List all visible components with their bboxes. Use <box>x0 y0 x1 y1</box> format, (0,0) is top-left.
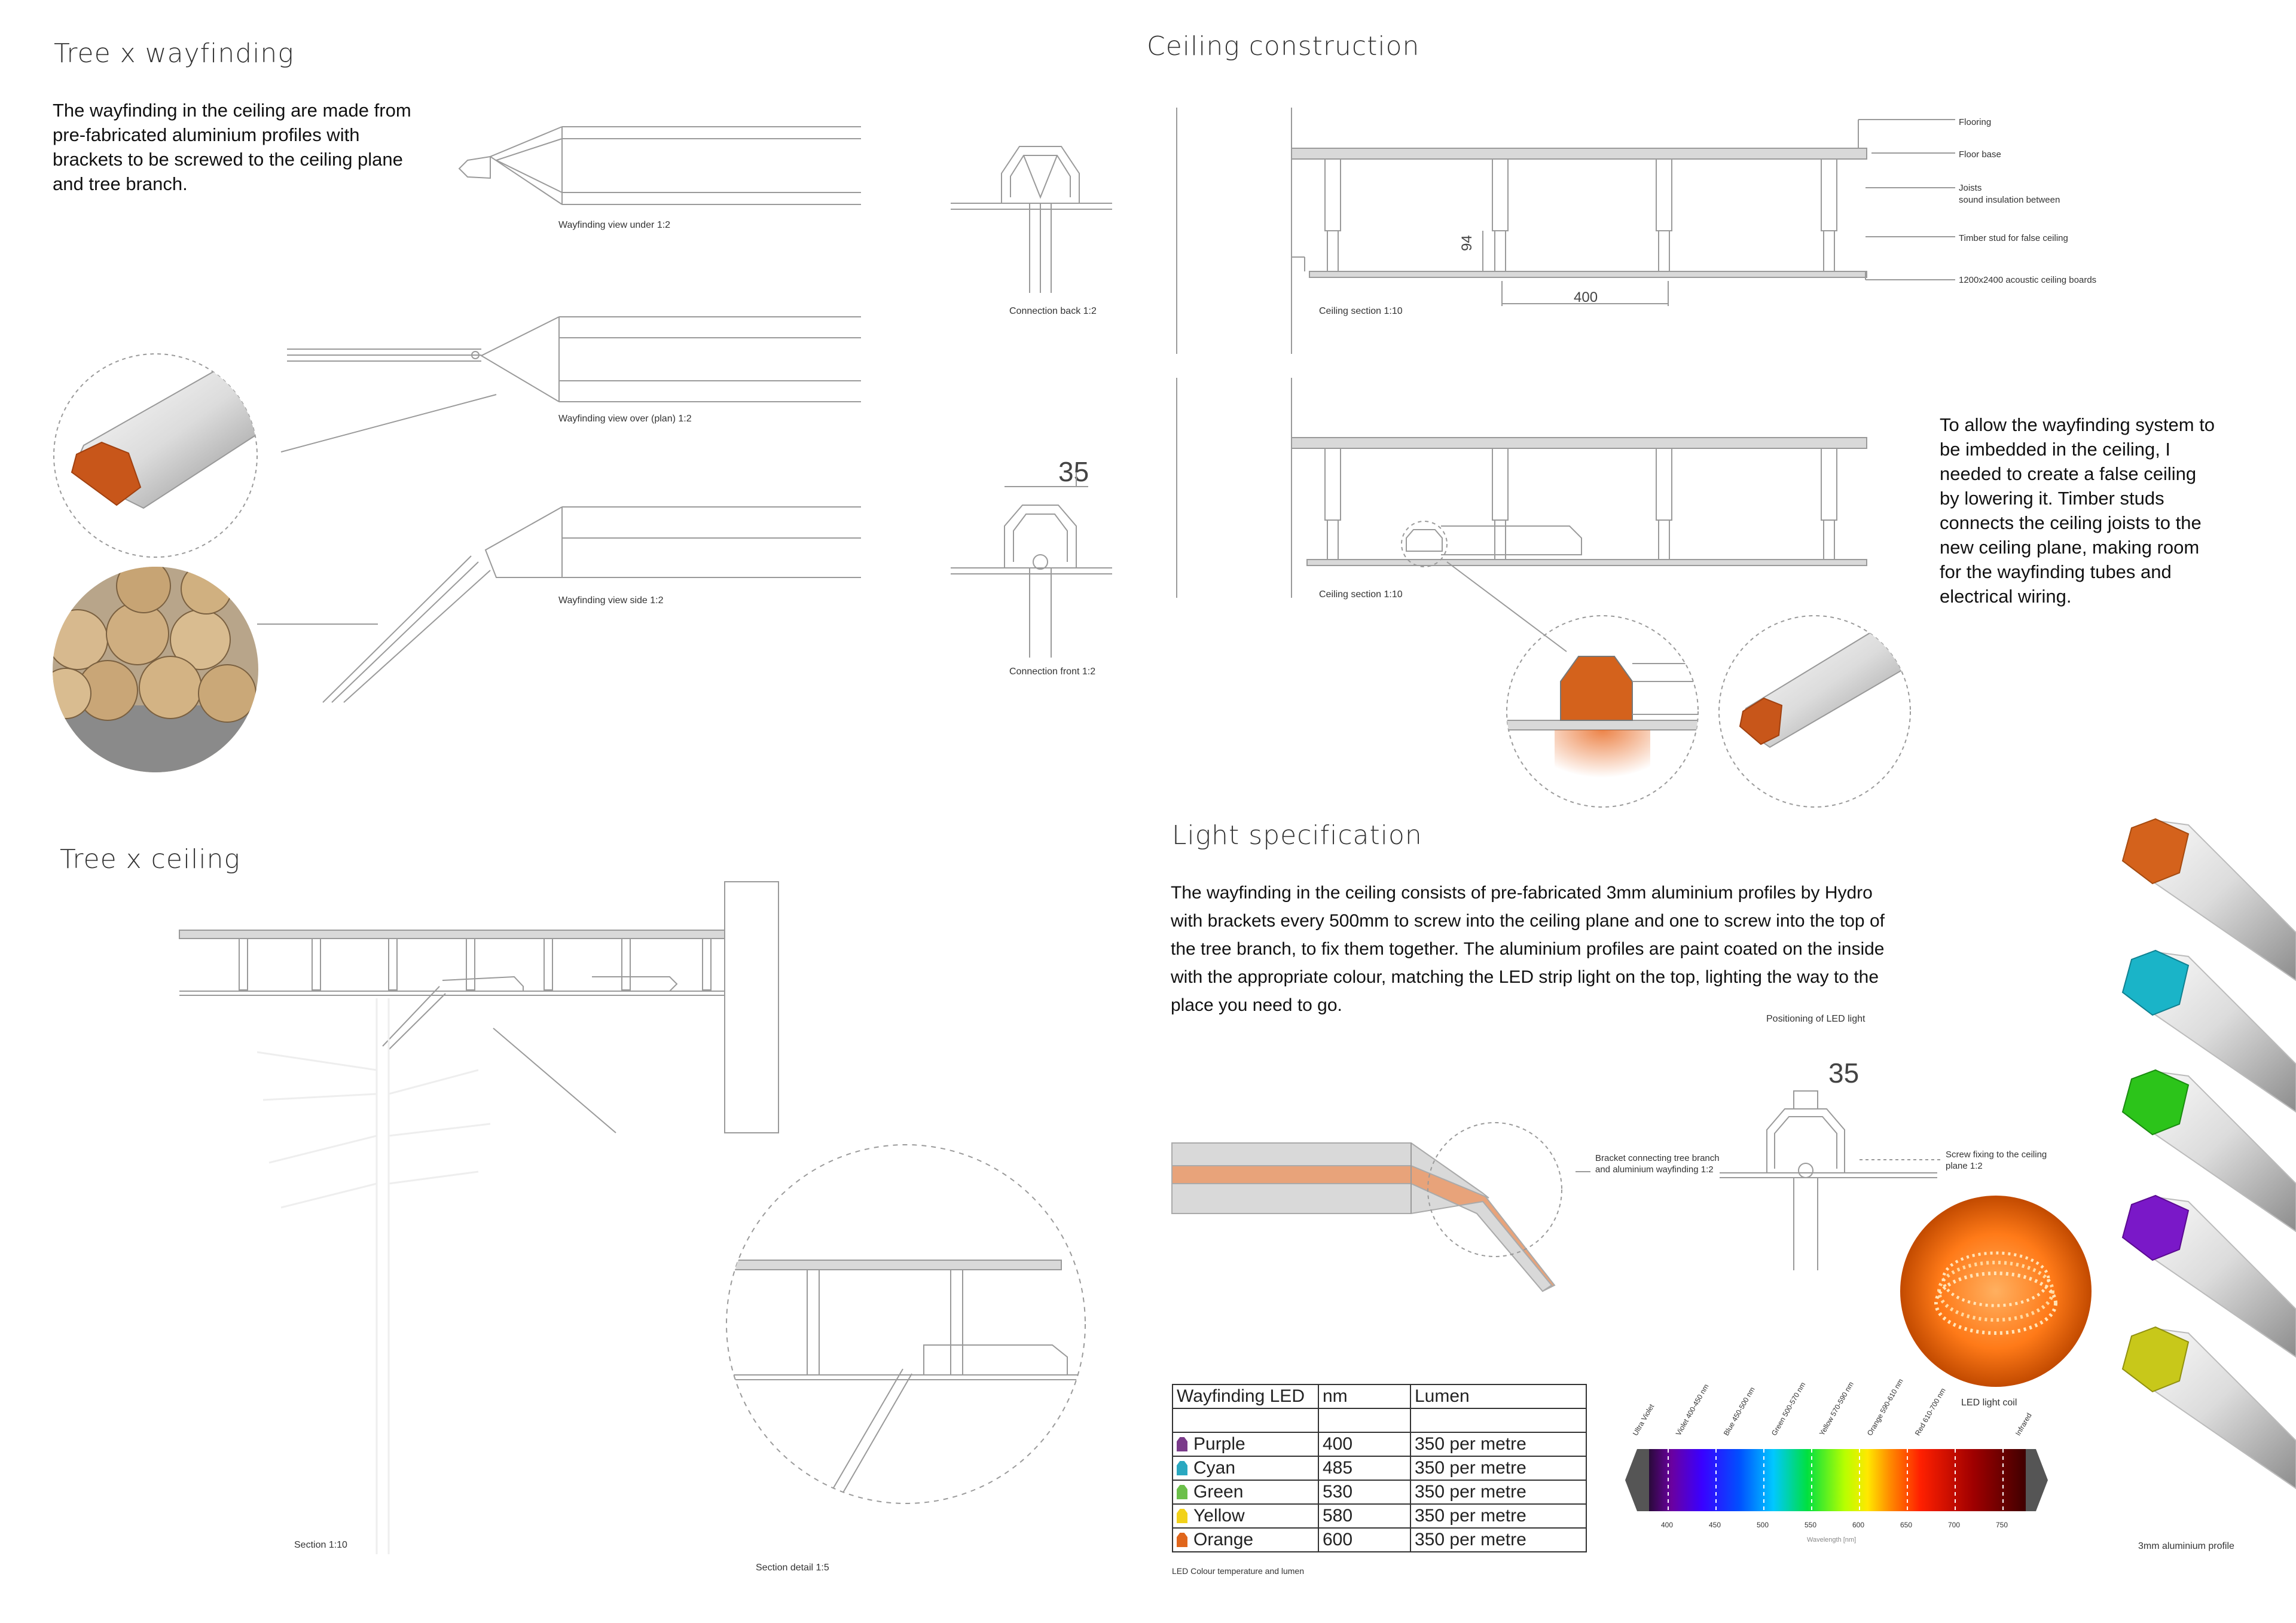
led-coil-photo <box>1900 1196 2092 1387</box>
header-nm: nm <box>1318 1384 1410 1408</box>
row-purple-lumen: 350 per metre <box>1410 1432 1586 1456</box>
label-led-coil: LED light coil <box>1961 1398 2017 1408</box>
label-aluminium-profile: 3mm aluminium profile <box>2138 1541 2234 1551</box>
label-screw: Screw fixing to the ceiling plane 1:2 <box>1946 1150 2047 1171</box>
text-tree-wayfinding: The wayfinding in the ceiling are made from pre-fabricated aluminium profiles with brackets to be screwed to the ceiling plane and tree branch. <box>53 100 411 194</box>
title-light-specification: Light specification <box>1172 820 1422 851</box>
title-tree-wayfinding: Tree x wayfinding <box>54 38 294 69</box>
caption-section-detail: Section detail 1:5 <box>756 1563 829 1573</box>
tick-label: 400 <box>1661 1521 1674 1529</box>
ceiling-detail-circle-led <box>1507 616 1710 807</box>
led-positioning-drawing <box>1720 1091 1943 1270</box>
band-label: Red 610-700 nm <box>1913 1386 1947 1437</box>
row-orange-lumen: 350 per metre <box>1410 1528 1586 1552</box>
header-lumen: Lumen <box>1410 1384 1586 1408</box>
band-label: Yellow 570-590 nm <box>1817 1380 1855 1437</box>
orange-label: Orange <box>1193 1530 1254 1549</box>
row-yellow-lumen: 350 per metre <box>1410 1504 1586 1528</box>
label-flooring: Flooring <box>1959 117 1992 127</box>
caption-connection-front: Connection front 1:2 <box>1009 667 1096 677</box>
band-label: Green 500-570 nm <box>1769 1380 1808 1437</box>
wayfinding-view-under <box>459 127 861 204</box>
dimension-35-led: 35 <box>1828 1057 1860 1089</box>
caption-view-over: Wayfinding view over (plan) 1:2 <box>558 414 692 424</box>
cyan-label: Cyan <box>1193 1458 1236 1478</box>
band-label: Violet 400-450 nm <box>1674 1382 1711 1437</box>
band-label: Blue 450-500 nm <box>1721 1385 1757 1437</box>
tick-label: 750 <box>1996 1521 2008 1529</box>
text-ceiling-construction: To allow the wayfinding system to be imbedded in the ceiling, I needed to create a false ceiling by lowering it. Timber studs connects the ceiling joists to the new ceiling plane, making room for the wayfinding tubes and electrical wiring. <box>1940 414 2215 607</box>
ceiling-section-top <box>1177 108 1955 354</box>
caption-led-table: LED Colour temperature and lumen <box>1172 1566 1305 1576</box>
label-timber-stud: Timber stud for false ceiling <box>1959 233 2068 243</box>
wayfinding-tube-circle <box>54 354 263 557</box>
dimension-35-front: 35 <box>1058 456 1089 487</box>
ceiling-detail-circle-tube <box>1719 616 1913 807</box>
spectrum-axis-label: Wavelength [nm] <box>1807 1536 1857 1543</box>
band-label: Orange 590-610 nm <box>1865 1377 1905 1437</box>
caption-connection-back: Connection back 1:2 <box>1009 306 1097 316</box>
dimension-400: 400 <box>1574 289 1598 305</box>
green-label: Green <box>1193 1482 1244 1502</box>
tick-label: 650 <box>1900 1521 1913 1529</box>
caption-view-under: Wayfinding view under 1:2 <box>558 220 671 230</box>
label-joists: Joists <box>1959 183 1982 193</box>
label-bracket: Bracket connecting tree branch and aluminium wayfinding 1:2 <box>1595 1153 1720 1175</box>
label-joists-sub: sound insulation between <box>1959 195 2060 205</box>
band-label: Ultra Violet <box>1631 1402 1656 1437</box>
row-cyan-lumen: 350 per metre <box>1410 1456 1586 1480</box>
label-floor-base: Floor base <box>1959 149 2001 160</box>
row-green-lumen: 350 per metre <box>1410 1480 1586 1504</box>
dimension-94: 94 <box>1459 235 1475 251</box>
row-yellow-nm: 580 <box>1318 1504 1410 1528</box>
yellow-label: Yellow <box>1193 1506 1245 1526</box>
caption-section: Section 1:10 <box>294 1540 347 1550</box>
tick-label: 450 <box>1709 1521 1721 1529</box>
caption-ceiling-section-top: Ceiling section 1:10 <box>1319 306 1403 316</box>
wayfinding-view-over <box>281 317 861 452</box>
wayfinding-view-side <box>257 507 861 702</box>
tick-label: 550 <box>1805 1521 1817 1529</box>
label-positioning: Positioning of LED light <box>1766 1014 1866 1024</box>
row-purple-nm: 400 <box>1318 1432 1410 1456</box>
row-green-nm: 530 <box>1318 1480 1410 1504</box>
tick-label: 700 <box>1948 1521 1961 1529</box>
connection-back-drawing <box>951 146 1112 293</box>
band-label: Infrared <box>2013 1411 2034 1437</box>
wood-logs-photo <box>41 559 263 777</box>
light-spectrum-bar <box>1625 1449 2048 1511</box>
profile-yellow <box>2123 1327 2296 1488</box>
ceiling-section-bottom <box>1177 378 1867 652</box>
row-cyan-nm: 485 <box>1318 1456 1410 1480</box>
text-light-specification: The wayfinding in the ceiling consists of pre-fabricated 3mm aluminium profiles by Hydro with brackets every 500mm to screw into the ceiling plane and one to screw into the top of the tree branch, to fix them together. The aluminium profiles are paint coated on the inside with the appropriate colour, matching the LED strip light on the top, lighting the way to the place you need to go. <box>1171 883 1885 1015</box>
section-detail-circle <box>726 1145 1085 1518</box>
tree-ceiling-section <box>179 882 778 1554</box>
bracket-drawing <box>1172 1123 1590 1291</box>
header-led: Wayfinding LED <box>1173 1384 1318 1408</box>
connection-front-drawing <box>951 472 1112 658</box>
caption-view-side: Wayfinding view side 1:2 <box>558 595 664 606</box>
label-boards: 1200x2400 acoustic ceiling boards <box>1959 275 2097 285</box>
row-orange-nm: 600 <box>1318 1528 1410 1552</box>
purple-label: Purple <box>1193 1434 1245 1454</box>
title-tree-ceiling: Tree x ceiling <box>60 844 240 875</box>
title-ceiling-construction: Ceiling construction <box>1147 31 1420 62</box>
tick-label: 600 <box>1852 1521 1865 1529</box>
caption-ceiling-section-bottom: Ceiling section 1:10 <box>1319 589 1403 600</box>
tick-label: 500 <box>1757 1521 1769 1529</box>
